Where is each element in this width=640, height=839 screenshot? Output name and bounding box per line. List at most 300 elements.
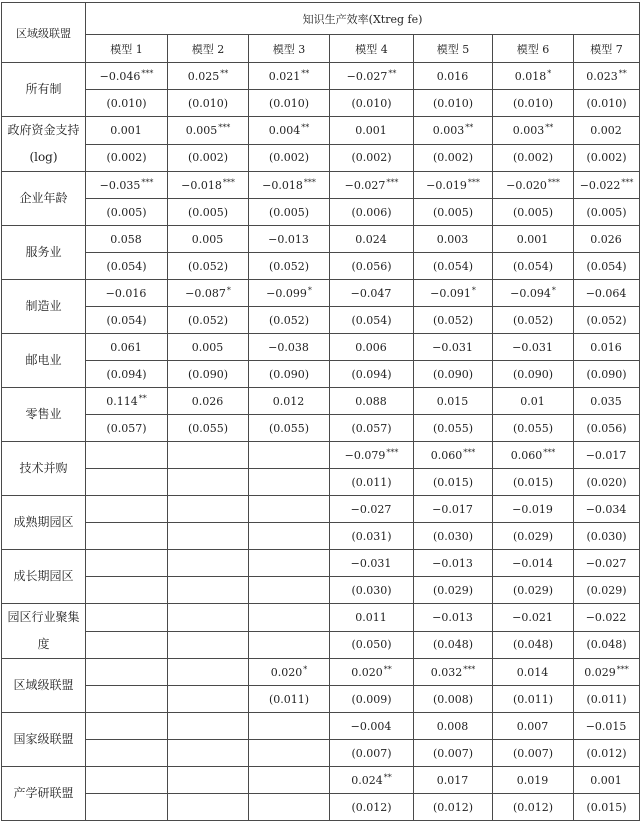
variable-name: 服务业 [2,226,86,280]
coefficient-value: −0.035 [99,178,141,192]
coefficient-cell [493,659,574,686]
model-header-7: 模型 7 [574,35,640,63]
coefficient-value: 0.011 [355,610,387,624]
coefficient-value: −0.031 [350,556,392,570]
standard-error-cell: (0.012) [574,740,640,767]
model-header-1: 模型 1 [86,35,168,63]
coefficient-cell [86,659,168,686]
coefficient-cell [574,496,640,523]
standard-error-cell: (0.011) [330,469,414,496]
standard-error-cell: (0.029) [574,577,640,604]
coefficient-cell [168,767,249,794]
significance-stars: ** [545,122,554,132]
significance-stars: *** [547,177,560,187]
coefficient-cell [330,659,414,686]
coefficient-cell [168,280,249,307]
standard-error-cell: (0.054) [330,307,414,334]
standard-error-cell: (0.005) [168,199,249,226]
dependent-variable-header: 知识生产效率(Xtreg fe) [86,3,640,35]
table-row-se [2,794,640,821]
model-header-4: 模型 4 [330,35,414,63]
coefficient-value: −0.017 [585,448,627,462]
significance-stars: *** [386,177,399,187]
coefficient-value: −0.027 [346,69,388,83]
standard-error-cell: (0.090) [168,361,249,388]
standard-error-cell [168,686,249,713]
significance-stars: ** [618,68,627,78]
variable-name: 产学研联盟 [2,767,86,821]
coefficient-value: 0.021 [268,69,301,83]
coefficient-cell [168,334,249,361]
coefficient-cell [249,496,330,523]
standard-error-cell: (0.002) [86,144,168,172]
significance-stars: *** [386,447,399,457]
coefficient-value: −0.087 [185,286,226,300]
table-row-se [2,469,640,496]
standard-error-cell: (0.005) [86,199,168,226]
significance-stars: *** [222,177,235,187]
coefficient-cell [574,388,640,415]
coefficient-cell [168,172,249,199]
coefficient-cell [249,172,330,199]
standard-error-cell: (0.054) [86,307,168,334]
coefficient-cell [414,388,493,415]
coefficient-value: 0.006 [355,340,387,354]
standard-error-cell: (0.029) [414,577,493,604]
variable-name: 成熟期园区 [2,496,86,550]
table-row-coef [2,280,640,307]
coefficient-value: −0.091 [430,286,471,300]
standard-error-cell: (0.007) [330,740,414,767]
significance-stars: *** [467,177,480,187]
coefficient-cell [493,280,574,307]
table-row-coef [2,334,640,361]
coefficient-cell [493,604,574,632]
coefficient-cell [168,604,249,632]
standard-error-cell [168,631,249,659]
standard-error-cell [86,686,168,713]
standard-error-cell: (0.005) [414,199,493,226]
coefficient-cell [414,442,493,469]
coefficient-cell [574,767,640,794]
standard-error-cell: (0.031) [330,523,414,550]
coefficient-cell [249,226,330,253]
coefficient-value: 0.035 [590,394,622,408]
standard-error-cell [249,794,330,821]
coefficient-value: −0.034 [585,502,627,516]
standard-error-cell [86,523,168,550]
coefficient-cell [574,63,640,90]
coefficient-cell [86,713,168,740]
coefficient-value: 0.001 [110,123,142,137]
coefficient-cell [493,496,574,523]
table-row-coef [2,659,640,686]
coefficient-value: 0.003 [432,123,465,137]
model-header-6: 模型 6 [493,35,574,63]
standard-error-cell: (0.030) [414,523,493,550]
standard-error-cell: (0.057) [86,415,168,442]
standard-error-cell: (0.029) [493,523,574,550]
standard-error-cell: (0.005) [249,199,330,226]
coefficient-value: 0.015 [436,394,469,408]
coefficient-cell [493,442,574,469]
table-row-coef [2,604,640,632]
regression-results-table [1,2,640,821]
coefficient-value: 0.005 [191,340,224,354]
standard-error-cell: (0.052) [414,307,493,334]
table-row-se [2,90,640,117]
coefficient-cell [414,280,493,307]
coefficient-value: 0.002 [590,123,622,137]
coefficient-cell [330,63,414,90]
coefficient-cell [249,767,330,794]
coefficient-value: 0.016 [590,340,622,354]
coefficient-cell [86,767,168,794]
standard-error-cell: (0.048) [414,631,493,659]
table-body [2,63,640,821]
coefficient-value: 0.01 [520,394,545,408]
coefficient-cell [414,496,493,523]
coefficient-cell [330,226,414,253]
coefficient-value: −0.022 [585,610,627,624]
coefficient-cell [86,604,168,632]
significance-stars: ** [301,122,310,132]
standard-error-cell [86,577,168,604]
coefficient-value: −0.047 [350,286,392,300]
coefficient-cell [574,659,640,686]
significance-stars: * [471,285,476,295]
table-row-se [2,631,640,659]
coefficient-cell [86,280,168,307]
variable-name: 区域级联盟 [2,659,86,713]
standard-error-cell [86,740,168,767]
significance-stars: *** [543,447,556,457]
coefficient-value: 0.024 [351,773,383,787]
coefficient-value: −0.022 [579,178,621,192]
coefficient-cell [86,117,168,145]
standard-error-cell: (0.011) [249,686,330,713]
standard-error-cell: (0.052) [493,307,574,334]
standard-error-cell: (0.055) [493,415,574,442]
standard-error-cell [249,469,330,496]
significance-stars: * [551,285,556,295]
standard-error-cell: (0.048) [493,631,574,659]
standard-error-cell: (0.020) [574,469,640,496]
coefficient-value: 0.060 [510,448,543,462]
table-row-se [2,307,640,334]
coefficient-value: 0.029 [584,665,616,679]
standard-error-cell: (0.006) [330,199,414,226]
standard-error-cell: (0.055) [249,415,330,442]
variable-name: 园区行业聚集度 [2,604,86,659]
coefficient-value: 0.058 [110,232,142,246]
variable-name: 零售业 [2,388,86,442]
coefficient-value: 0.019 [516,773,549,787]
coefficient-cell [168,117,249,145]
standard-error-cell [168,523,249,550]
coefficient-value: 0.024 [355,232,387,246]
coefficient-value: 0.001 [516,232,549,246]
significance-stars: *** [303,177,316,187]
coefficient-cell [249,550,330,577]
table-row-se [2,253,640,280]
coefficient-cell [493,550,574,577]
standard-error-cell [249,523,330,550]
coefficient-value: 0.061 [110,340,142,354]
table-row-coef [2,767,640,794]
standard-error-cell: (0.057) [330,415,414,442]
coefficient-value: 0.001 [590,773,622,787]
coefficient-value: 0.003 [512,123,545,137]
standard-error-cell: (0.048) [574,631,640,659]
standard-error-cell: (0.015) [574,794,640,821]
coefficient-cell [493,226,574,253]
standard-error-cell: (0.002) [249,144,330,172]
coefficient-cell [574,334,640,361]
variable-name: 邮电业 [2,334,86,388]
model-header-5: 模型 5 [414,35,493,63]
standard-error-cell: (0.030) [574,523,640,550]
standard-error-cell [86,631,168,659]
coefficient-value: −0.027 [585,556,627,570]
standard-error-cell: (0.005) [493,199,574,226]
coefficient-value: 0.004 [268,123,301,137]
standard-error-cell: (0.002) [574,144,640,172]
standard-error-cell: (0.010) [168,90,249,117]
coefficient-cell [493,172,574,199]
standard-error-cell: (0.029) [493,577,574,604]
table-row-coef [2,172,640,199]
standard-error-cell: (0.052) [168,253,249,280]
coefficient-cell [414,63,493,90]
coefficient-cell [168,713,249,740]
coefficient-cell [330,604,414,632]
coefficient-cell [249,659,330,686]
coefficient-value: 0.014 [516,665,549,679]
coefficient-value: 0.060 [430,448,463,462]
table-row-se [2,523,640,550]
coefficient-cell [414,713,493,740]
coefficient-value: −0.004 [350,719,392,733]
coefficient-cell [86,334,168,361]
coefficient-value: 0.012 [272,394,305,408]
coefficient-cell [330,388,414,415]
header-row-group [2,3,640,35]
coefficient-value: 0.026 [191,394,224,408]
coefficient-cell [249,442,330,469]
coefficient-value: −0.014 [512,556,553,570]
standard-error-cell: (0.005) [574,199,640,226]
coefficient-value: −0.094 [510,286,551,300]
coefficient-cell [168,496,249,523]
coefficient-cell [249,117,330,145]
coefficient-value: −0.013 [432,610,473,624]
table-row-coef [2,226,640,253]
table-row-coef [2,713,640,740]
coefficient-cell [493,388,574,415]
standard-error-cell: (0.015) [414,469,493,496]
coefficient-value: −0.019 [426,178,467,192]
coefficient-value: −0.064 [585,286,627,300]
variable-name: 成长期园区 [2,550,86,604]
significance-stars: ** [138,393,147,403]
standard-error-cell: (0.010) [493,90,574,117]
standard-error-cell: (0.056) [330,253,414,280]
coefficient-value: −0.017 [432,502,473,516]
coefficient-value: 0.008 [436,719,469,733]
standard-error-cell: (0.009) [330,686,414,713]
standard-error-cell: (0.052) [168,307,249,334]
significance-stars: *** [141,68,154,78]
coefficient-cell [574,550,640,577]
significance-stars: *** [621,177,634,187]
standard-error-cell: (0.011) [493,686,574,713]
table-row-coef [2,388,640,415]
significance-stars: *** [463,447,476,457]
table-row-se [2,144,640,172]
significance-stars: ** [301,68,310,78]
coefficient-cell [249,604,330,632]
model-header-2: 模型 2 [168,35,249,63]
coefficient-value: −0.079 [344,448,386,462]
coefficient-value: 0.026 [590,232,622,246]
coefficient-cell [249,388,330,415]
variable-name: 企业年龄 [2,172,86,226]
standard-error-cell [168,577,249,604]
standard-error-cell [249,577,330,604]
standard-error-cell [168,469,249,496]
corner-header-cell: 区域级联盟 [2,3,86,63]
table-row-se [2,740,640,767]
table-row-se [2,686,640,713]
coefficient-cell [574,117,640,145]
coefficient-value: 0.017 [436,773,469,787]
standard-error-cell: (0.010) [249,90,330,117]
coefficient-cell [168,659,249,686]
standard-error-cell: (0.052) [249,253,330,280]
coefficient-cell [493,713,574,740]
coefficient-cell [168,388,249,415]
coefficient-cell [414,659,493,686]
coefficient-value: 0.005 [185,123,218,137]
standard-error-cell: (0.055) [168,415,249,442]
coefficient-value: 0.023 [586,69,618,83]
standard-error-cell: (0.054) [414,253,493,280]
standard-error-cell: (0.002) [414,144,493,172]
coefficient-cell [414,172,493,199]
standard-error-cell: (0.011) [574,686,640,713]
coefficient-value: 0.020 [270,665,303,679]
coefficient-value: 0.001 [355,123,387,137]
standard-error-cell: (0.090) [249,361,330,388]
coefficient-value: −0.027 [350,502,392,516]
standard-error-cell: (0.010) [414,90,493,117]
standard-error-cell: (0.007) [493,740,574,767]
coefficient-cell [493,334,574,361]
coefficient-cell [86,442,168,469]
coefficient-cell [493,767,574,794]
standard-error-cell [86,469,168,496]
coefficient-value: 0.016 [436,69,469,83]
coefficient-value: 0.088 [355,394,387,408]
coefficient-value: −0.027 [344,178,386,192]
significance-stars: *** [218,122,231,132]
coefficient-cell [168,226,249,253]
coefficient-cell [574,604,640,632]
standard-error-cell: (0.030) [330,577,414,604]
model-header-3: 模型 3 [249,35,330,63]
standard-error-cell: (0.010) [86,90,168,117]
coefficient-value: 0.003 [436,232,469,246]
standard-error-cell: (0.090) [574,361,640,388]
coefficient-cell [414,604,493,632]
standard-error-cell: (0.007) [414,740,493,767]
significance-stars: *** [616,664,629,674]
standard-error-cell: (0.054) [86,253,168,280]
standard-error-cell: (0.090) [493,361,574,388]
variable-name: 制造业 [2,280,86,334]
standard-error-cell: (0.002) [330,144,414,172]
coefficient-cell [330,442,414,469]
standard-error-cell: (0.012) [414,794,493,821]
coefficient-cell [249,334,330,361]
coefficient-cell [574,442,640,469]
table-row-se [2,361,640,388]
standard-error-cell [86,794,168,821]
coefficient-value: 0.007 [516,719,549,733]
coefficient-cell [249,280,330,307]
variable-name: 政府资金支持(log) [2,117,86,172]
coefficient-value: −0.016 [105,286,147,300]
coefficient-cell [414,767,493,794]
coefficient-cell [86,496,168,523]
coefficient-value: −0.031 [512,340,553,354]
standard-error-cell [168,794,249,821]
significance-stars: *** [463,664,476,674]
standard-error-cell: (0.056) [574,415,640,442]
table-row-se [2,199,640,226]
coefficient-value: −0.031 [432,340,473,354]
standard-error-cell: (0.015) [493,469,574,496]
coefficient-value: 0.020 [351,665,383,679]
coefficient-cell [86,63,168,90]
variable-name: 所有制 [2,63,86,117]
coefficient-value: 0.005 [191,232,224,246]
standard-error-cell [249,631,330,659]
standard-error-cell: (0.090) [414,361,493,388]
coefficient-cell [414,334,493,361]
standard-error-cell: (0.010) [574,90,640,117]
coefficient-cell [168,442,249,469]
coefficient-cell [330,713,414,740]
header-row-models [2,35,640,63]
standard-error-cell: (0.094) [86,361,168,388]
table-row-coef [2,496,640,523]
coefficient-cell [414,117,493,145]
coefficient-value: −0.038 [268,340,309,354]
standard-error-cell: (0.054) [574,253,640,280]
table-row-coef [2,117,640,145]
coefficient-cell [330,550,414,577]
significance-stars: ** [383,772,392,782]
coefficient-value: −0.021 [512,610,553,624]
significance-stars: *** [141,177,154,187]
coefficient-cell [86,550,168,577]
coefficient-cell [574,280,640,307]
table-row-coef [2,550,640,577]
significance-stars: * [307,285,312,295]
coefficient-cell [574,713,640,740]
